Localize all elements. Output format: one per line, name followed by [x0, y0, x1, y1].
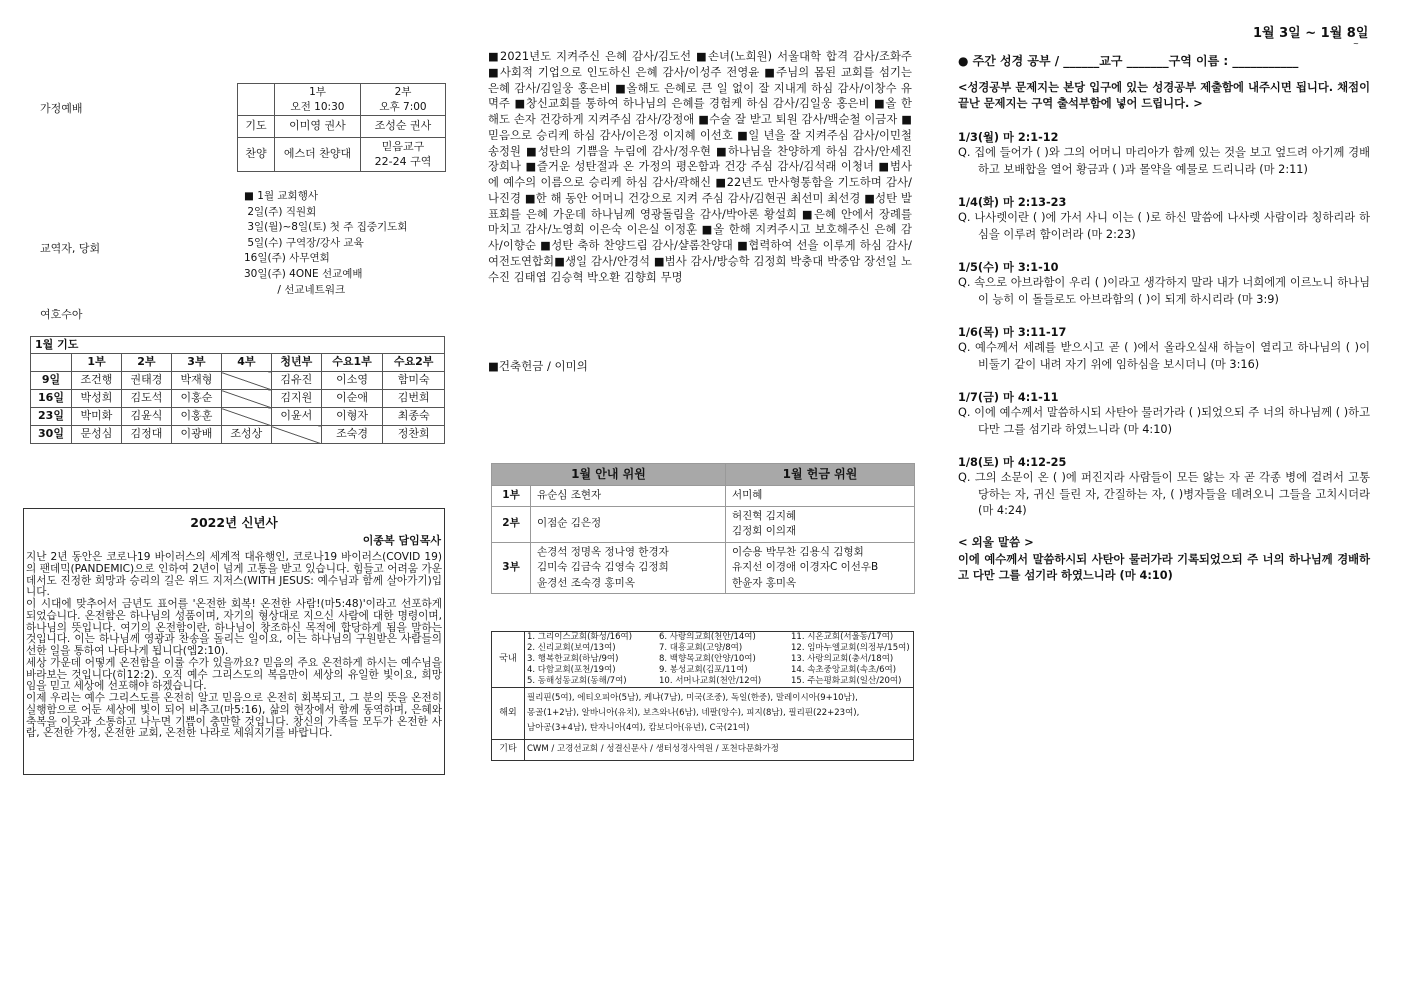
family-worship-label: 가정예배 [40, 102, 83, 115]
study-question: Q. 집에 들어가 ( )와 그의 어머니 마리아가 함께 있는 것을 보고 엎드려 아기께 경배하고 보배합을 열어 황금과 ( )과 몰약을 예물로 드리니라 (마 2:11) [958, 146, 1370, 176]
newyear-title: 2022년 신년사 [190, 515, 278, 530]
prayer-cell: 정찬희 [383, 426, 445, 444]
prayer-cell: 이윤서 [271, 408, 321, 426]
mission-item: 15. 주는평화교회(일산/20여) [791, 675, 902, 686]
events-title: ■ 1월 교회행사 [244, 190, 318, 202]
prayer-row [31, 426, 445, 444]
mission-item: 13. 사랑의교회(충서/18여) [791, 653, 894, 664]
study-question: Q. 속으로 아브라함이 우리 ( )이라고 생각하지 말라 내가 너희에게 이르노니 하나님이 능히 이 돌들로도 아브라함의 ( )이 되게 하시리라 (마 3:9) [958, 276, 1370, 306]
study-day: 1/7(금) 마 4:1-11 [958, 391, 1059, 404]
prayer-cell: 문성심 [72, 426, 122, 444]
prayer-row [31, 408, 445, 426]
missions-table [491, 631, 914, 761]
newyear-message [23, 508, 445, 775]
study-question: Q. 예수께서 세례를 받으시고 곧 ( )에서 올라오실새 하늘이 열리고 하나님의 ( )이 비둘기 같이 내려 자기 위에 임하심을 보시더니 (마 3:16) [958, 341, 1370, 371]
event-item: 16일(주) 사무연회 [244, 252, 330, 265]
overseas-line: 필리핀(5여), 에티오피아(5남), 케냐(7남), 미국(조중), 독일(한중), 말레이시아(9+10남), [527, 692, 858, 703]
building-offering: ■건축헌금 / 이미의 [488, 359, 588, 373]
prayer-cell: 이소영 [321, 372, 383, 390]
prayer-cell: 김윤식 [121, 408, 171, 426]
prayer-empty-cell [271, 426, 321, 444]
mission-item: 7. 대흥교회(고양/8여) [659, 642, 743, 653]
event-item: 5일(수) 구역장/강사 교육 [244, 236, 364, 249]
prayer-header: 3부 [171, 354, 221, 372]
prayer-header: 청년부 [271, 354, 321, 372]
newyear-paragraph: 이제 우리는 예수 그리스도를 온전히 알고 믿음으로 온전히 회복되고, 그 분의 뜻을 온전히 실행함으로 어둔 세상에 빛이 되어 비추고(마5:16), 삶의 현장에서 함께 동역하며, 은혜와 축복을 이웃과 소통하고 나누면 기쁨이 충만할 것입니다. 창신의 가족들 모두가 온전한 사람, 온전한 가정, 온전한 교회, 온전한 나라로 세워지기를 바랍니다. [26, 692, 442, 740]
newyear-author: 이종복 담임목사 [362, 534, 441, 547]
guide-row [492, 506, 915, 542]
prayer-row [31, 390, 445, 408]
newyear-paragraph: 이 시대에 맞추어서 금년도 표어를 '온전한 회복! 온전한 사람!(마5:48)'이라고 선포하게 되었습니다. 온전함은 하나님의 성품이며, 자기의 형상대로 지으신 사람에 대한 명령이며, 하나님의 뜻입니다. 여기의 온전함이란, 하나님이 창조하신 목적에 합당하게 됨을 말하는 것입니다. 이는 하나님께 영광과 찬송을 돌리는 일이요, 이는 하나님의 구원받은 사람들의 선한 일을 통하여 나타나게 됩니다(엡2:10). [26, 598, 442, 657]
worship-cell: 이미영 권사 [275, 116, 361, 138]
prayer-header: 수요1부 [321, 354, 383, 372]
prayer-cell: 이순애 [321, 390, 383, 408]
study-question: Q. 나사렛이란 ( )에 가서 사니 이는 ( )로 하신 말씀에 나사렛 사람이라 칭하리라 하심을 이루려 함이러라 (마 2:23) [958, 211, 1370, 241]
mission-item: 6. 사랑의교회(천안/14여) [659, 632, 756, 642]
guide-part: 2부 [492, 506, 531, 542]
prayer-date: 30일 [31, 426, 72, 444]
prayer-table [30, 336, 445, 444]
offering-label: 여호수아 [40, 308, 83, 321]
offering-names: 서미혜 [726, 486, 915, 507]
prayer-cell: 김정대 [121, 426, 171, 444]
mission-item: 5. 동해성동교회(동해/7여) [527, 675, 627, 686]
memory-verse: 이에 예수께서 말씀하시되 사탄아 물러가라 기록되었으되 주 너의 하나님께 경배하고 다만 그를 섬기라 하였느니라 (마 4:10) [958, 552, 1370, 582]
mission-item: 2. 신리교회(보여/13여) [527, 642, 616, 653]
prayer-cell: 박성희 [72, 390, 122, 408]
mission-item: 12. 임마누엘교회(의정부/15여) [791, 642, 910, 653]
prayer-header: 4부 [221, 354, 271, 372]
guide-header: 1월 안내 위원 [492, 464, 726, 486]
worship-cell: 조성순 권사 [361, 116, 446, 138]
guide-row [492, 486, 915, 507]
tiny-mark: ~ [1353, 40, 1359, 48]
prayer-cell: 이홍순 [171, 390, 221, 408]
offering-header: 1월 헌금 위원 [726, 464, 915, 486]
prayer-date: 23일 [31, 408, 72, 426]
study-day: 1/3(월) 마 2:1-12 [958, 131, 1059, 144]
overseas-line: 몽골(1+2남), 알바니아(유치), 보츠와나(6남), 네팔(앙수), 피지(8남), 필리핀(22+23여), [527, 707, 860, 718]
prayer-row [31, 372, 445, 390]
prayer-header: 1부 [72, 354, 122, 372]
worship-row-role: 찬양 [238, 138, 275, 172]
mission-item: 10. 서머나교회(천안/12여) [659, 675, 762, 686]
guide-names: 손경석 정명옥 정나영 한경자 김미숙 김금숙 김영숙 김정희 윤경선 조숙경 홍미옥 [531, 542, 726, 594]
event-item: 30일(주) 4ONE 선교예배 [244, 267, 363, 280]
prayer-cell: 이광배 [171, 426, 221, 444]
prayer-title: 1월 기도 [31, 337, 445, 354]
other-label: 기타 [492, 739, 525, 760]
prayer-empty-cell [221, 408, 271, 426]
offering-names: 허진혁 김지혜 김정회 이의재 [726, 506, 915, 542]
prayer-cell: 이형자 [321, 408, 383, 426]
mission-item: 14. 속초중앙교회(속초/6여) [791, 664, 897, 675]
prayer-cell: 김유진 [271, 372, 321, 390]
worship-col1-header: 1부 오전 10:30 [275, 84, 361, 116]
thanks-offering-list: ■2021년도 지켜주신 은혜 감사/김도선 ■손녀(노희원) 서울대학 합격 감사/조화주 ■사회적 기업으로 인도하신 은혜 감사/이성주 전영윤 ■주님의 몸된 교회를 섬기는 은혜 감사/김일웅 홍은비 ■올해도 은혜로 큰 일 없이 잘 지내게 하심 감사/이창수 유멱주 ■창신교회를 통하여 하나님의 은혜를 경험케 하심 감사/김일웅 홍은비 ■올 한 해도 손자 건강하게 지켜주심 감사/강정애 ■수술 잘 받고 퇴원 감사/백순철 이금자 ■믿음으로 승리케 하심 감사/이은정 이지혜 이선호 ■일 년을 잘 지켜주심 감사/이민철 송정원 ■성탄의 기쁨을 누림에 감사/정우현 ■하나님을 찬양하게 하심 감사/안세진 장희나 ■즐거운 성탄절과 온 가정의 평온함과 건강 주심 감사/김석래 이청녀 ■범사에 예수의 이름으로 승리케 하심 감사/곽해신 ■22년도 만사형통함을 기도하며 감사/나진경 ■한 해 동안 어머니 건강으로 지켜 주심 감사/김현권 최선미 최선경 ■성탄 발표회를 은혜 가운데 하나님께 영광돌림을 감사/박아론 황설희 ■은혜 안에서 장례를 마치고 감사/노영희 이은숙 이은실 이정훈 ■올 한해 지켜주시고 보호해주신 은혜 감사/이향순 ■성탄 축하 찬양드림 감사/샬롬찬양대 ■협력하여 선을 이루게 하심 감사/여전도연합회■생일 감사/안경석 ■범사 감사/방승학 김정희 박충대 박중암 장선일 노수진 김태엽 김승혁 박오환 김향희 무명 [488, 50, 912, 284]
bible-study [958, 52, 1370, 584]
guide-names: 이점순 김은정 [531, 506, 726, 542]
overseas-line: 남아공(3+4남), 탄자니아(4여), 캄보디아(유년), C국(21여) [527, 722, 750, 733]
guide-part: 3부 [492, 542, 531, 594]
mission-item: 11. 시온교회(서울동/17여) [791, 632, 894, 642]
prayer-header: 수요2부 [383, 354, 445, 372]
mission-item: 1. 그리이스교회(화성/16여) [527, 632, 633, 642]
prayer-cell: 조건행 [72, 372, 122, 390]
prayer-cell: 김지원 [271, 390, 321, 408]
study-day: 1/5(수) 마 3:1-10 [958, 261, 1059, 274]
worship-cell: 믿음교구 22-24 구역 [361, 138, 446, 172]
prayer-cell: 최종숙 [383, 408, 445, 426]
guide-names: 유순심 조현자 [531, 486, 726, 507]
study-title: ● 주간 성경 공부 / ______교구 _______구역 이름 : ___________ [958, 54, 1299, 68]
church-events [244, 189, 407, 298]
mission-item: 3. 행복한교회(하남/9여) [527, 653, 619, 664]
prayer-cell: 김도석 [121, 390, 171, 408]
prayer-cell: 조숙경 [321, 426, 383, 444]
overseas-label: 해외 [492, 687, 525, 739]
prayer-cell: 박재형 [171, 372, 221, 390]
event-item: / 선교네트워크 [244, 283, 346, 296]
prayer-cell: 함미숙 [383, 372, 445, 390]
worship-table [237, 83, 446, 172]
offering-names: 이승용 박무찬 김용식 김형회 유지선 이경애 이경자C 이선우B 한윤자 홍미옥 [726, 542, 915, 594]
guide-part: 1부 [492, 486, 531, 507]
guide-row [492, 542, 915, 594]
prayer-date: 16일 [31, 390, 72, 408]
prayer-cell: 권태경 [121, 372, 171, 390]
prayer-header [31, 354, 72, 372]
mission-item: 9. 봉성교회(김포/11여) [659, 664, 748, 675]
study-question: Q. 그의 소문이 온 ( )에 퍼진지라 사람들이 모든 앓는 자 곧 각종 병에 걸려서 고통 당하는 자, 귀신 들린 자, 간질하는 자, ( )병자들을 데려오니 그들을 고치시더라 (마 4:24) [958, 471, 1370, 517]
study-day: 1/6(목) 마 3:11-17 [958, 326, 1067, 339]
prayer-cell: 이홍훈 [171, 408, 221, 426]
memory-verse-title: < 외울 말씀 > [958, 534, 1034, 549]
prayer-cell: 박미화 [72, 408, 122, 426]
mission-item: 8. 백향목교회(안양/10여) [659, 653, 756, 664]
clergy-label: 교역자, 당회 [40, 242, 101, 255]
newyear-paragraph: 지난 2년 동안은 코로나19 바이러스의 세계적 대유행인, 코로나19 바이러스(COVID 19)의 팬데믹(PANDEMIC)으로 인하여 2년이 넘게 고통을 받고 있습니다. 힘들고 어려움 가운데서도 진정한 희망과 승리의 길은 위드 지저스(WITH JESUS: 예수님과 함께 살아가기)입니다. [26, 551, 442, 599]
date-range: 1월 3일 ~ 1월 8일 [1253, 26, 1369, 41]
worship-row-role: 기도 [238, 116, 275, 138]
domestic-label: 국내 [492, 632, 525, 688]
worship-col2-header: 2부 오후 7:00 [361, 84, 446, 116]
newyear-paragraph: 세상 가운데 어떻게 온전함을 이룰 수가 있을까요? 믿음의 주요 온전하게 하시는 예수님을 바라보는 것입니다(히12:2). 오직 예수 그리스도의 복음만이 세상의 유일한 빛이요, 희망임을 믿고 세상에 선포해야 하겠습니다. [26, 656, 442, 693]
worship-cell: 에스더 찬양대 [275, 138, 361, 172]
prayer-header: 2부 [121, 354, 171, 372]
event-item: 3일(월)~8일(토) 첫 주 집중기도회 [244, 221, 408, 234]
prayer-cell: 조성상 [221, 426, 271, 444]
other-missions: CWM / 고경선교회 / 성결신문사 / 생터성경사역원 / 포천다문화가정 [525, 739, 914, 760]
study-question: Q. 이에 예수께서 말씀하시되 사탄아 물러가라 ( )되었으되 주 너의 하나님께 ( )하고 다만 그를 섬기라 하였느니라 (마 4:10) [958, 406, 1370, 436]
mission-item: 4. 다함교회(포천/19여) [527, 664, 616, 675]
study-day: 1/8(토) 마 4:12-25 [958, 456, 1067, 469]
prayer-cell: 김번희 [383, 390, 445, 408]
event-item: 2일(주) 직원회 [244, 205, 317, 218]
prayer-date: 9일 [31, 372, 72, 390]
study-day: 1/4(화) 마 2:13-23 [958, 196, 1067, 209]
guide-offering-table [491, 463, 915, 594]
prayer-empty-cell [221, 372, 271, 390]
study-intro: <성경공부 문제지는 본당 입구에 있는 성경공부 제출함에 내주시면 됩니다. 채점이 끝난 문제지는 구역 출석부함에 넣어 드립니다. > [958, 81, 1370, 110]
prayer-empty-cell [221, 390, 271, 408]
